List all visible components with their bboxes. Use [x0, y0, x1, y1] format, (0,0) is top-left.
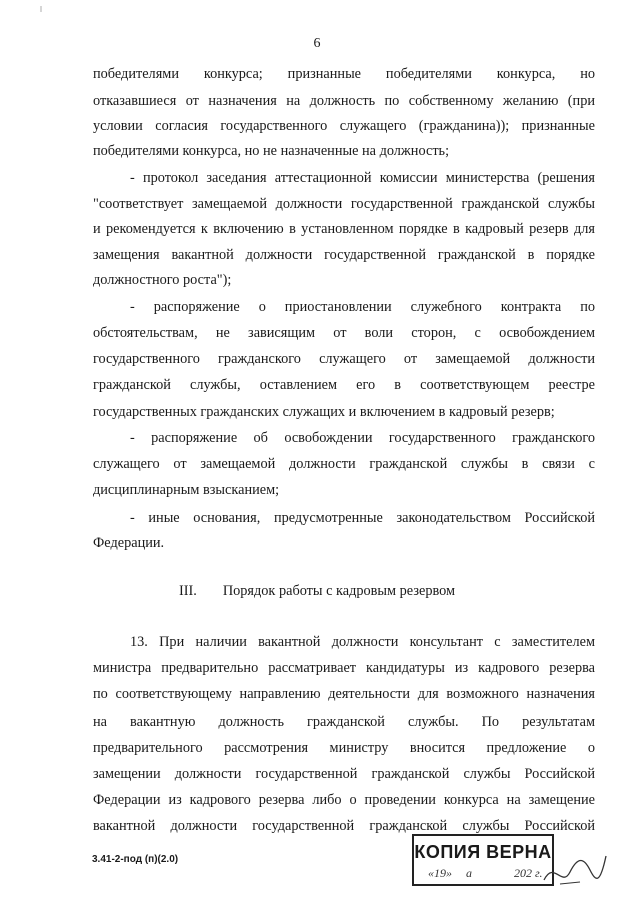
stamp-title: КОПИЯ ВЕРНА — [414, 842, 552, 862]
text-line: замещения вакантной должности государственной гражданской в порядке — [93, 247, 595, 263]
document-code: 3.41-2-под (п)(2.0) — [92, 854, 179, 865]
text-line: на вакантную должность гражданской службы. По результатам — [93, 714, 595, 730]
copy-certified-stamp — [412, 834, 554, 886]
text-line: "соответствует замещаемой должности государственной гражданской службы — [93, 196, 595, 212]
scan-mark — [40, 6, 42, 12]
text-line: победителями конкурса, но не назначенные на должность; — [93, 143, 450, 159]
text-line: государственных гражданских служащих и включением в кадровый резерв; — [93, 404, 555, 420]
handwritten-signature — [540, 850, 610, 890]
text-line: - протокол заседания аттестационной комиссии министерства (решения — [130, 170, 595, 186]
text-line: министра предварительно рассматривает кандидатуры из кадрового резерва — [93, 660, 595, 676]
text-line: по соответствующему направлению деятельности для возможного назначения — [93, 686, 595, 702]
text-line: государственного гражданского служащего от замещаемой должности — [93, 351, 595, 367]
section-number: III. — [178, 583, 197, 599]
text-line: и рекомендуется к включению в установленном порядке в кадровый резерв для — [93, 221, 595, 237]
text-line: предварительного рассмотрения министру вносится предложение о — [93, 740, 595, 756]
stamp-year: 202 г. — [514, 866, 543, 880]
text-line: служащего от замещаемой должности гражданской службы в связи с — [93, 456, 595, 472]
text-line: должностного роста"); — [93, 272, 232, 288]
text-line: Федерации из кадрового резерва либо о проведении конкурса на замещение — [93, 792, 595, 808]
stamp-day: «19» — [428, 866, 452, 880]
text-line: Федерации. — [93, 535, 165, 551]
text-line: дисциплинарным взысканием; — [93, 482, 280, 498]
text-line: замещении должности государственной гражданской службы Российской — [93, 766, 595, 782]
section-heading — [0, 580, 634, 602]
stamp-month: а — [466, 866, 472, 880]
text-line: - иные основания, предусмотренные законодательством Российской — [130, 510, 595, 526]
page-number: 6 — [313, 36, 321, 51]
text-line: 13. При наличии вакантной должности консультант с заместителем — [130, 634, 595, 650]
text-line: гражданской службы, оставлением его в соответствующем реестре — [93, 377, 595, 393]
text-line: победителями конкурса; признанные победителями конкурса, но — [93, 66, 595, 82]
text-line: - распоряжение о приостановлении служебного контракта по — [130, 299, 595, 315]
section-title: Порядок работы с кадровым резервом — [222, 583, 456, 599]
text-line: - распоряжение об освобождении государственного гражданского — [130, 430, 595, 446]
text-line: условии согласия государственного служащего (гражданина)); признанные — [93, 118, 595, 134]
text-line: обстоятельствам, не зависящим от воли сторон, с освобождением — [93, 325, 595, 341]
text-line: вакантной должности государственной гражданской службы Российской — [93, 818, 595, 834]
text-line: отказавшиеся от назначения на должность по собственному желанию (при — [93, 93, 595, 109]
